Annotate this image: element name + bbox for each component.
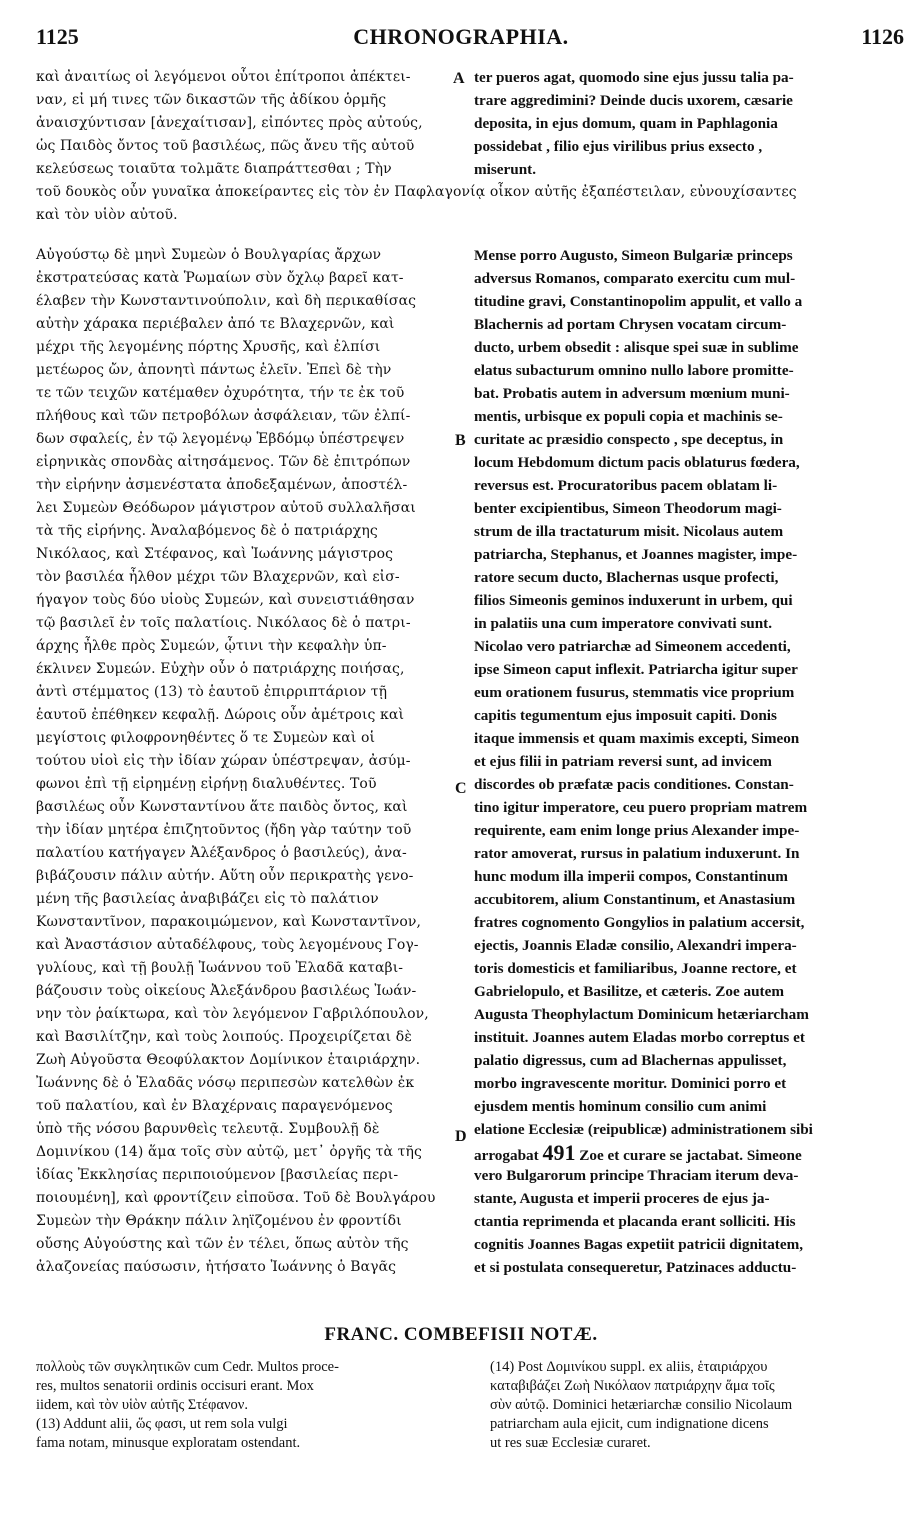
top-full-line: τοῦ δουκὸς οὖν γυναῖκα ἀποκείραντες εἰς τὸν ἐν Παφλαγονίᾳ οἶκον αὐτῆς ἐξαπέστειλαν, εὐνουχίσαντες xyxy=(36,184,797,200)
column-number: 491 xyxy=(542,1140,576,1165)
greek-text-line: μένη τῆς βασιλείας ἀναβιβάζει εἰς τὸ παλάτιον xyxy=(36,891,379,907)
latin-text-line: requirente, eam enim longe prius Alexander impe- xyxy=(474,822,800,839)
greek-text-line: καὶ ἀναιτίως οἱ λεγόμενοι οὗτοι ἐπίτροποι ἀπέκτει- xyxy=(36,69,411,85)
greek-text-line: τὴν εἰρήνην ἀσμενέστατα ἀποδεξαμένων, ἀποστέλ- xyxy=(36,477,408,493)
latin-text-line: ejectis, Joannis Eladæ consilio, Alexandri impera- xyxy=(474,937,797,954)
section-letter-c: C xyxy=(455,780,467,797)
greek-text-line: Ζωὴ Αὐγοῦστα Θεοφύλακτον Δομίνικον ἑταιριάρχην. xyxy=(36,1052,421,1068)
running-title: CHRONOGRAPHIA. xyxy=(353,24,569,49)
notes-right-column xyxy=(490,1358,910,1453)
latin-text-line: capitis tegumentum ejus imposuit capiti. Donis xyxy=(474,707,777,724)
greek-text-line: ποιουμένη], καὶ φροντίζειν εἰποῦσα. Τοῦ δὲ Βουλγάρου xyxy=(36,1190,436,1206)
latin-text-line: benter excipientibus, Simeon Theodorum magi- xyxy=(474,500,782,517)
greek-text-line: Ἰωάννης δὲ ὁ Ἐλαδᾶς νόσῳ περιπεσὼν κατελθὼν ἐκ xyxy=(36,1075,415,1091)
latin-text-line: Mense porro Augusto, Simeon Bulgariæ princeps xyxy=(474,247,793,264)
latin-text-line: cognitis Joannes Bagas expetiit patricii dignitatem, xyxy=(474,1236,804,1253)
greek-text-line: ἑαυτοῦ ἐπέθηκεν κεφαλῇ. Δώροις οὖν ἀμέτροις καὶ xyxy=(36,707,405,723)
note-line: iidem, καὶ τὸν υἱὸν αὐτῆς Στέφανον. xyxy=(36,1397,248,1413)
latin-text-line: in palatiis una cum imperatore convivati sunt. xyxy=(474,615,773,632)
latin-text-line: ducto, urbem obsedit : alisque spei suæ in sublime xyxy=(474,339,799,356)
latin-text-line: ctantia reprimenda et placanda erant solliciti. His xyxy=(474,1213,796,1230)
latin-text-line: itaque immensis et quam maximis excepti, Simeon xyxy=(474,730,800,747)
note-line: ut res suæ Ecclesiæ curaret. xyxy=(490,1435,651,1451)
greek-text-line: έκλινεν Συμεών. Εὐχὴν οὖν ὁ πατριάρχης ποιήσας, xyxy=(36,661,405,677)
greek-text-line: τοῦ παλατίου, καὶ ἐν Βλαχέρναις παραγενόμενος xyxy=(36,1098,393,1114)
latin-text-line: et si postulata consequeretur, Patzinaces adductu- xyxy=(474,1259,797,1276)
latin-text-line: filios Simeonis geminos induxerunt in urbem, qui xyxy=(474,592,793,609)
greek-text-line: τὸν βασιλέα ἦλθον μέχρι τῶν Βλαχερνῶν, καὶ εἰσ- xyxy=(36,569,400,585)
latin-text-line: vero Bulgarorum principe Thraciam iterum deva- xyxy=(474,1167,799,1184)
greek-text-line: Αὐγούστῳ δὲ μηνὶ Συμεὼν ὁ Βουλγαρίας ἄρχων xyxy=(36,247,382,263)
greek-text-line: τῷ βασιλεῖ ἐν τοῖς παλατίοις. Νικόλαος δὲ ὁ πατρι- xyxy=(36,615,411,631)
greek-text-line: ἀντὶ στέμματος (13) τὸ ἑαυτοῦ ἐπιρριπτάριον τῇ xyxy=(36,684,388,700)
greek-text-line: εἰρηνικὰς σπονδὰς αἰτησάμενος. Τῶν δὲ ἐπιτρόπων xyxy=(36,454,411,470)
note-line: πολλοὺς τῶν συγκλητικῶν cum Cedr. Multos proce- xyxy=(36,1359,339,1375)
top-greek-column xyxy=(36,66,456,181)
greek-text-line: Δομινίκου (14) ἅμα τοῖς σὺν αὐτῷ, μετ᾽ ὀργῆς τὰ τῆς xyxy=(36,1144,422,1160)
greek-column xyxy=(36,244,456,1279)
greek-text-line: βασιλέως οὖν Κωνσταντίνου ἅτε παιδὸς ὄντος, καὶ xyxy=(36,799,408,815)
latin-text-line: curitate ac præsidio conspecto , spe deceptus, in xyxy=(474,431,784,448)
note-line: res, multos senatorii ordinis occisuri erant. Mox xyxy=(36,1378,314,1394)
latin-text-line: patriarcha, Stephanus, et Joannes magister, impe- xyxy=(474,546,798,563)
latin-text-line: reversus est. Procuratoribus pacem oblatam li- xyxy=(474,477,778,494)
latin-text-line: ratore secum ducto, Blachernas usque profecti, xyxy=(474,569,779,586)
greek-text-line: ἐκστρατεύσας κατὰ Ῥωμαίων σὺν ὄχλῳ βαρεῖ κατ- xyxy=(36,270,404,286)
latin-text-line: Blachernis ad portam Chrysen vocatam circum- xyxy=(474,316,787,333)
greek-text-line: δων σφαλείς, ἐν τῷ λεγομένῳ Ἑβδόμῳ ὑπέστρεψεν xyxy=(36,431,405,447)
latin-text-line: miserunt. xyxy=(474,161,537,178)
latin-text-line: Nicolao vero patriarchæ ad Simeonem accedenti, xyxy=(474,638,791,655)
latin-text-line: discordes ob præfatæ pacis conditiones. Constan- xyxy=(474,776,794,793)
latin-text-line: morbo ingravescente moritur. Dominici porro et xyxy=(474,1075,787,1092)
greek-text-line: ναν, εἰ μή τινες τῶν δικαστῶν τῆς ἀδίκου ὁρμῆς xyxy=(36,92,387,108)
latin-text-line xyxy=(474,1141,894,1164)
note-line: σὺν αὐτῷ. Dominici hetæriarchæ consilio Nicolaum xyxy=(490,1397,793,1413)
greek-text-line: βάζουσιν τοὺς οἰκείους Ἀλεξάνδρου βασιλέως Ἰωάν- xyxy=(36,983,417,999)
latin-text-line: elatus subacturum omnino nullo labore promitte- xyxy=(474,362,794,379)
latin-text-line: elatione Ecclesiæ (reipublicæ) administrationem sibi xyxy=(474,1121,813,1138)
greek-text-line: φωνοι ἐπὶ τῇ εἰρημένῃ εἰρήνῃ διαλυθέντες. Τοῦ xyxy=(36,776,377,792)
greek-text-line: μέχρι τῆς λεγομένης πόρτης Χρυσῆς, καὶ ἐλπίσι xyxy=(36,339,381,355)
top-full-line-block xyxy=(36,181,906,227)
greek-text-line: ἀλαζονείας παύσωσιν, ἠτήσατο Ἰωάννης ὁ Βαγᾶς xyxy=(36,1259,397,1275)
section-letter-d: D xyxy=(455,1128,467,1145)
latin-text-line: hunc modum illa imperii compos, Constantinum xyxy=(474,868,788,885)
greek-text-line: Νικόλαος, καὶ Στέφανος, καὶ Ἰωάννης μάγιστρος xyxy=(36,546,394,562)
latin-column xyxy=(474,244,894,1279)
note-line: (14) Post Δομινίκου suppl. ex aliis, ἑταιριάρχου xyxy=(490,1359,768,1375)
note-line: fama notam, minusque exploratam ostendant. xyxy=(36,1435,301,1451)
note-line: (13) Addunt alii, ὥς φασι, ut rem sola vulgi xyxy=(36,1416,288,1432)
greek-text-line: καὶ Βασιλίτζην, καὶ τοὺς λοιπούς. Προχειρίζεται δὲ xyxy=(36,1029,412,1045)
latin-text-line: mentis, urbisque ex populi copia et machinis se- xyxy=(474,408,783,425)
greek-text-line: τούτου υἱοὶ εἰς τὴν ἰδίαν χώραν ὑπέστρεψαν, ἀσύμ- xyxy=(36,753,411,769)
greek-text-line: ἰδίας Ἐκκλησίας περιποιούμενον [βασιλείας περι- xyxy=(36,1167,399,1183)
greek-text-line: ὑπὸ τῆς νόσου βαρυνθεὶς τελευτᾷ. Συμβουλῇ δὲ xyxy=(36,1121,380,1137)
latin-text-line: rator amoverat, rursus in palatium induxerunt. In xyxy=(474,845,800,862)
greek-text-line: καὶ Ἀναστάσιον αὐταδέλφους, τοὺς λεγομένους Γογ- xyxy=(36,937,419,953)
latin-text-line: trare aggredimini? Deinde ducis uxorem, cæsarie xyxy=(474,92,793,109)
latin-text-line: toris domesticis et familiaribus, Joanne rectore, et xyxy=(474,960,797,977)
latin-text-line: palatio digressus, cum ad Blachernas appulisset, xyxy=(474,1052,787,1069)
latin-text-line: Gabrielopulo, et Basilitze, et cæteris. Zoe autem xyxy=(474,983,785,1000)
greek-text-line: μεγίστοις φιλοφρονηθέντες ὅ τε Συμεὼν καὶ οἱ xyxy=(36,730,376,746)
latin-text-line: eum orationem fusurus, stemmatis vice proprium xyxy=(474,684,795,701)
greek-text-line: τὰ τῆς εἰρήνης. Ἀναλαβόμενος δὲ ὁ πατριάρχης xyxy=(36,523,378,539)
latin-text-line: fratres cognomento Gongylios in palatium accersit, xyxy=(474,914,805,931)
greek-text-line: άρχης ἦλθε πρὸς Συμεών, ᾧτινι τὴν κεφαλὴν ὑπ- xyxy=(36,638,387,654)
latin-text-line: titudine gravi, Constantinopolim appulit, et vallo a xyxy=(474,293,803,310)
greek-text-line: βιβάζουσιν πάλιν αὐτήν. Αὕτη οὖν περικρατὴς γενο- xyxy=(36,868,414,884)
greek-text-line: έλαβεν τὴν Κωνσταντινούπολιν, καὶ δὴ περικαθίσας xyxy=(36,293,417,309)
latin-text-line: locum Hebdomum dictum pacis oblaturus fœdera, xyxy=(474,454,800,471)
left-page-number: 1125 xyxy=(36,24,79,49)
greek-text-line: κελεύσεως τοιαῦτα τολμᾶτε διαπράττεσθαι ; Τὴν xyxy=(36,161,392,177)
note-line: patriarcham aula ejicit, cum indignatione dicens xyxy=(490,1416,769,1432)
latin-text-line: tino igitur imperatore, ceu puero propriam matrem xyxy=(474,799,808,816)
latin-text-line-tail: Zoe et curare se jactabat. Simeone xyxy=(579,1147,802,1164)
greek-text-line: Κωνσταντῖνον, παρακοιμώμενον, καὶ Κωνσταντῖνον, xyxy=(36,914,422,930)
latin-text-line: possidebat , filio ejus virilibus prius exsecto , xyxy=(474,138,763,155)
latin-text-line: instituit. Joannes autem Eladas morbo correptus et xyxy=(474,1029,805,1046)
greek-text-line: οὔσης Αὐγούστης καὶ τῶν ἐν τέλει, ὅπως αὐτὸν τῆς xyxy=(36,1236,409,1252)
latin-text-line: adversus Romanos, comparato exercitu cum mul- xyxy=(474,270,796,287)
top-latin-column xyxy=(474,66,894,181)
section-letter-b: B xyxy=(455,432,466,449)
greek-text-line: γυλίους, καὶ τῇ βουλῇ Ἰωάννου τοῦ Ἐλαδᾶ καταβι- xyxy=(36,960,404,976)
greek-text-line: παλατίου κατήγαγεν Ἀλέξανδρος ὁ βασιλεύς), ἀνα- xyxy=(36,845,407,861)
right-page-number: 1126 xyxy=(861,24,904,49)
latin-text-line: strum de illa tractaturum misit. Nicolaus autem xyxy=(474,523,784,540)
latin-text-line: accubitorem, alium Constantinum, et Anastasium xyxy=(474,891,796,908)
greek-text-line: ἀναισχύντισαν [ἀνεχαίτισαν], εἰπόντες πρὸς αὐτούς, xyxy=(36,115,423,131)
greek-text-line: πλήθους καὶ τῶν πετροβόλων ἀσφάλειαν, τῶν ἐλπί- xyxy=(36,408,411,424)
latin-text-line: ejusdem mentis hominum consilio cum animi xyxy=(474,1098,767,1115)
section-letter-a: A xyxy=(453,70,465,87)
latin-text-line-head: arrogabat xyxy=(474,1147,539,1164)
greek-text-line: Συμεὼν τὴν Θράκην πάλιν ληϊζομένου ἐν φροντίδι xyxy=(36,1213,402,1229)
greek-text-line: νην τὸν ῥαίκτωρα, καὶ τὸν λεγόμενον Γαβριλόπουλον, xyxy=(36,1006,429,1022)
notes-title: FRANC. COMBEFISII NOTÆ. xyxy=(324,1324,598,1345)
greek-text-line: μετέωρος ὤν, ἀπονητὶ πάντως ἑλεῖν. Ἐπεὶ δὲ τὴν xyxy=(36,362,392,378)
latin-text-line: Augusta Theophylactum Dominicum hetæriarcham xyxy=(474,1006,809,1023)
notes-left-column xyxy=(36,1358,456,1453)
greek-text-line: τε τῶν τειχῶν κατέμαθεν ὀχυρότητα, τήν τε ἐκ τοῦ xyxy=(36,385,405,401)
latin-text-line: et ejus filii in patriam reversi sunt, ad invicem xyxy=(474,753,772,770)
greek-text-line: αὐτὴν χάρακα περιέβαλεν ἀπό τε Βλαχερνῶν, καὶ xyxy=(36,316,395,332)
greek-text-line: τὴν ἰδίαν μητέρα ἐπιζητοῦντος (ἤδη γὰρ ταύτην τοῦ xyxy=(36,822,412,838)
greek-text-line: λει Συμεὼν Θεόδωρον μάγιστρον αὐτοῦ συλλαλῆσαι xyxy=(36,500,416,516)
latin-text-line: bat. Probatis autem in adversum mœnium muni- xyxy=(474,385,790,402)
greek-text-line: ὡς Παιδὸς ὄντος τοῦ βασιλέως, πῶς ἄνευ τῆς αὐτοῦ xyxy=(36,138,415,154)
latin-text-line: deposita, in ejus domum, quam in Paphlagonia xyxy=(474,115,778,132)
latin-text-line: stante, Augusta et imperii proceres de ejus ja- xyxy=(474,1190,770,1207)
latin-text-line: ter pueros agat, quomodo sine ejus jussu talia pa- xyxy=(474,69,794,86)
greek-text-line: ήγαγον τοὺς δύο υἱοὺς Συμεών, καὶ συνειστιάθησαν xyxy=(36,592,415,608)
note-line: καταβιβάζει Ζωὴ Νικόλαον πατριάρχην ἅμα τοῖς xyxy=(490,1378,775,1394)
latin-text-line: ipse Simeon caput inflexit. Patriarcha igitur super xyxy=(474,661,798,678)
top-last-line: καὶ τὸν υἱὸν αὐτοῦ. xyxy=(36,207,178,223)
